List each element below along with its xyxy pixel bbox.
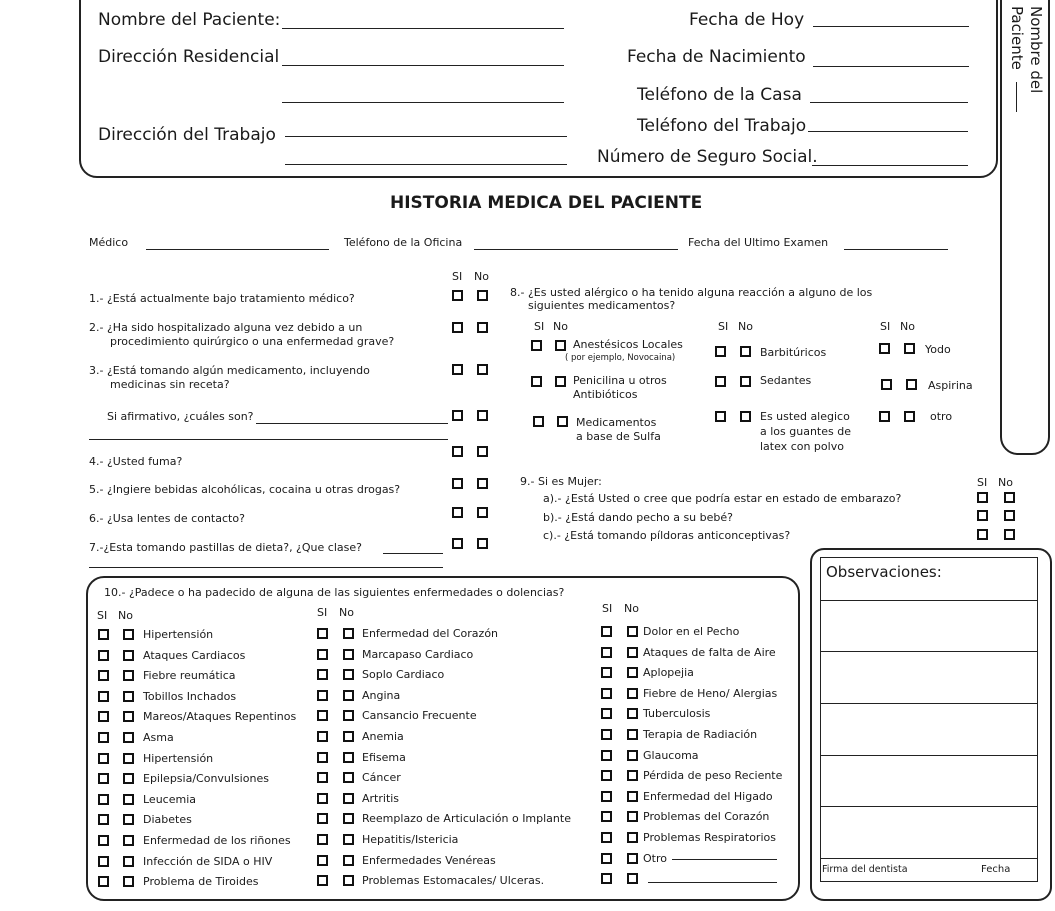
col1-condition-label: Asma xyxy=(143,731,174,744)
col2-yes-checkbox[interactable] xyxy=(317,813,328,824)
q5-label: 5.- ¿Ingiere bebidas alcohólicas, cocaina u otras drogas? xyxy=(89,483,401,496)
doctor-label: Médico xyxy=(89,236,129,249)
last-exam-field[interactable] xyxy=(844,249,948,250)
col3-condition-label: Problemas del Corazón xyxy=(643,810,770,823)
col3-no-checkbox[interactable] xyxy=(627,626,638,637)
q9b-label: b).- ¿Está dando pecho a su bebé? xyxy=(543,511,733,524)
last-exam-label: Fecha del Ultimo Examen xyxy=(688,236,829,249)
col2-yes-checkbox[interactable] xyxy=(317,855,328,866)
col1-no-checkbox[interactable] xyxy=(123,670,134,681)
dentist-signature-label: Firma del dentista xyxy=(822,864,908,875)
observations-title: Observaciones: xyxy=(826,563,942,581)
latex-yes-checkbox[interactable] xyxy=(715,411,726,422)
col3-condition-label: Fiebre de Heno/ Alergias xyxy=(643,687,778,700)
observations-line-5[interactable] xyxy=(820,806,1038,807)
q5-yes-checkbox[interactable] xyxy=(452,478,463,489)
col1-yes-checkbox[interactable] xyxy=(98,629,109,640)
today-date-field[interactable] xyxy=(813,26,969,27)
q1-no-checkbox[interactable] xyxy=(477,290,488,301)
col2-no-checkbox[interactable] xyxy=(343,710,354,721)
col2-condition-label: Cáncer xyxy=(362,771,401,784)
q9c-no-checkbox[interactable] xyxy=(1004,529,1015,540)
col3-yes-checkbox[interactable] xyxy=(601,811,612,822)
col2-condition-label: Enfermedades Venéreas xyxy=(362,854,496,867)
q7-field-2[interactable] xyxy=(89,567,443,568)
col3-yes-checkbox[interactable] xyxy=(601,853,612,864)
home-phone-field[interactable] xyxy=(810,102,968,103)
q5-no-checkbox[interactable] xyxy=(477,478,488,489)
q3-yes-checkbox[interactable] xyxy=(452,364,463,375)
work-address-field[interactable] xyxy=(285,136,567,137)
col3-yes-checkbox[interactable] xyxy=(601,791,612,802)
col3-condition-label: Pérdida de peso Reciente xyxy=(643,769,783,782)
col1-no-checkbox[interactable] xyxy=(123,629,134,640)
col3-no-checkbox[interactable] xyxy=(627,791,638,802)
col2-condition-label: Cansancio Frecuente xyxy=(362,709,477,722)
col3-no-header: No xyxy=(624,602,639,615)
col1-condition-label: Hipertensión xyxy=(143,628,214,641)
col2-condition-label: Hepatitis/Istericia xyxy=(362,833,459,846)
col2-condition-label: Soplo Cardiaco xyxy=(362,668,445,681)
q3-which-field[interactable] xyxy=(256,423,448,424)
aspirin-yes-checkbox[interactable] xyxy=(881,379,892,390)
observations-line-1[interactable] xyxy=(820,600,1038,601)
col2-no-checkbox[interactable] xyxy=(343,855,354,866)
col1-no-checkbox[interactable] xyxy=(123,876,134,887)
col3-condition-label: Terapia de Radiación xyxy=(643,728,758,741)
q9b-no-checkbox[interactable] xyxy=(1004,510,1015,521)
anesthetic-example-label: ( por ejemplo, Novocaina) xyxy=(565,353,676,363)
sulfa-yes-checkbox[interactable] xyxy=(533,416,544,427)
col3-yes-checkbox[interactable] xyxy=(601,750,612,761)
q8-yes-header-2: SI xyxy=(718,320,729,333)
ssn-field[interactable] xyxy=(812,165,968,166)
other-allergy-no-checkbox[interactable] xyxy=(904,411,915,422)
col2-yes-checkbox[interactable] xyxy=(317,752,328,763)
q3b-yes-checkbox[interactable] xyxy=(452,410,463,421)
barbiturates-label: Barbitúricos xyxy=(760,346,827,359)
sulfa-no-checkbox[interactable] xyxy=(557,416,568,427)
col1-yes-checkbox[interactable] xyxy=(98,650,109,661)
col3-yes-checkbox[interactable] xyxy=(601,873,612,884)
anesthetic-yes-checkbox[interactable] xyxy=(531,340,542,351)
side-tab-field[interactable] xyxy=(1016,82,1017,112)
office-phone-label: Teléfono de la Oficina xyxy=(344,236,463,249)
col1-no-checkbox[interactable] xyxy=(123,814,134,825)
col1-yes-checkbox[interactable] xyxy=(98,835,109,846)
q3b-no-checkbox[interactable] xyxy=(477,410,488,421)
barbiturates-no-checkbox[interactable] xyxy=(740,346,751,357)
q7-no-checkbox[interactable] xyxy=(477,538,488,549)
q8-no-header-1: No xyxy=(553,320,568,333)
work-phone-field[interactable] xyxy=(808,131,968,132)
no-header: No xyxy=(474,270,489,283)
col1-yes-checkbox[interactable] xyxy=(98,691,109,702)
q7-yes-checkbox[interactable] xyxy=(452,538,463,549)
col3-no-checkbox[interactable] xyxy=(627,750,638,761)
q8-yes-header-1: SI xyxy=(534,320,545,333)
observations-inner xyxy=(820,557,1038,882)
col2-condition-label: Anemia xyxy=(362,730,404,743)
q9-label: 9.- Si es Mujer: xyxy=(520,475,602,488)
latex-no-checkbox[interactable] xyxy=(740,411,751,422)
q1-yes-checkbox[interactable] xyxy=(452,290,463,301)
col2-no-checkbox[interactable] xyxy=(343,772,354,783)
col1-yes-checkbox[interactable] xyxy=(98,814,109,825)
q9-yes-header: SI xyxy=(977,476,988,489)
side-tab-line2: Paciente xyxy=(1008,6,1026,70)
aspirin-label: Aspirina xyxy=(928,379,973,392)
col3-condition-label: Otro xyxy=(643,852,667,865)
other-condition-field[interactable] xyxy=(672,859,777,860)
col3-yes-checkbox[interactable] xyxy=(601,647,612,658)
sulfa-label: Medicamentos xyxy=(576,416,657,429)
q3-no-checkbox[interactable] xyxy=(477,364,488,375)
col1-condition-label: Ataques Cardiacos xyxy=(143,649,246,662)
col1-condition-label: Mareos/Ataques Repentinos xyxy=(143,710,297,723)
home-address-field[interactable] xyxy=(282,65,564,66)
latex-label-2: a los guantes de xyxy=(760,425,851,438)
page-title: HISTORIA MEDICA DEL PACIENTE xyxy=(390,193,703,213)
office-phone-field[interactable] xyxy=(474,249,678,250)
col2-no-checkbox[interactable] xyxy=(343,834,354,845)
home-phone-label: Teléfono de la Casa xyxy=(637,85,802,105)
col1-condition-label: Fiebre reumática xyxy=(143,669,236,682)
col3-condition-label: Aplopejia xyxy=(643,666,694,679)
col3-condition-label: Glaucoma xyxy=(643,749,699,762)
col3-yes-header: SI xyxy=(602,602,613,615)
q9-no-header: No xyxy=(998,476,1013,489)
col1-no-checkbox[interactable] xyxy=(123,794,134,805)
iodine-yes-checkbox[interactable] xyxy=(879,343,890,354)
col2-no-checkbox[interactable] xyxy=(343,649,354,660)
col1-yes-checkbox[interactable] xyxy=(98,711,109,722)
anesthetic-no-checkbox[interactable] xyxy=(555,340,566,351)
col3-condition-label: Dolor en el Pecho xyxy=(643,625,740,638)
birth-date-label: Fecha de Nacimiento xyxy=(627,47,806,67)
iodine-label: Yodo xyxy=(925,343,951,356)
col2-condition-label: Reemplazo de Articulación o Implante xyxy=(362,812,571,825)
col1-yes-checkbox[interactable] xyxy=(98,732,109,743)
col2-yes-checkbox[interactable] xyxy=(317,834,328,845)
q1-label: 1.- ¿Está actualmente bajo tratamiento médico? xyxy=(89,292,355,305)
col1-no-checkbox[interactable] xyxy=(123,753,134,764)
col3-no-checkbox[interactable] xyxy=(627,853,638,864)
col3-no-checkbox[interactable] xyxy=(627,729,638,740)
col2-yes-checkbox[interactable] xyxy=(317,793,328,804)
col2-no-header: No xyxy=(339,606,354,619)
col2-no-checkbox[interactable] xyxy=(343,731,354,742)
col2-yes-checkbox[interactable] xyxy=(317,628,328,639)
col2-yes-checkbox[interactable] xyxy=(317,731,328,742)
col2-no-checkbox[interactable] xyxy=(343,628,354,639)
q8-no-header-2: No xyxy=(738,320,753,333)
col3-no-checkbox[interactable] xyxy=(627,832,638,843)
q4-label: 4.- ¿Usted fuma? xyxy=(89,455,183,468)
col1-yes-checkbox[interactable] xyxy=(98,753,109,764)
col2-yes-checkbox[interactable] xyxy=(317,669,328,680)
patient-name-field[interactable] xyxy=(282,28,564,29)
col2-no-checkbox[interactable] xyxy=(343,752,354,763)
q2-no-checkbox[interactable] xyxy=(477,322,488,333)
col1-no-checkbox[interactable] xyxy=(123,691,134,702)
penicillin-label: Penicilina u otros xyxy=(573,374,667,387)
col2-condition-label: Efisema xyxy=(362,751,406,764)
q8-label: 8.- ¿Es usted alérgico o ha tenido alguna reacción a alguno de los xyxy=(510,286,873,299)
col3-condition-label: Ataques de falta de Aire xyxy=(643,646,776,659)
q8-no-header-3: No xyxy=(900,320,915,333)
col1-yes-checkbox[interactable] xyxy=(98,773,109,784)
q2-label: 2.- ¿Ha sido hospitalizado alguna vez debido a un xyxy=(89,321,363,334)
col1-no-header: No xyxy=(118,609,133,622)
col3-yes-checkbox[interactable] xyxy=(601,667,612,678)
col2-yes-header: SI xyxy=(317,606,328,619)
observations-line-3[interactable] xyxy=(820,703,1038,704)
col3-no-checkbox[interactable] xyxy=(627,667,638,678)
col1-no-checkbox[interactable] xyxy=(123,732,134,743)
penicillin-label-2: Antibióticos xyxy=(573,388,638,401)
q9b-yes-checkbox[interactable] xyxy=(977,510,988,521)
q8-label-2: siguientes medicamentos? xyxy=(528,299,676,312)
q3c-yes-checkbox[interactable] xyxy=(452,446,463,457)
col1-yes-checkbox[interactable] xyxy=(98,856,109,867)
col2-condition-label: Problemas Estomacales/ Ulceras. xyxy=(362,874,545,887)
col1-no-checkbox[interactable] xyxy=(123,773,134,784)
q6-yes-checkbox[interactable] xyxy=(452,507,463,518)
signature-date-label: Fecha xyxy=(981,864,1011,875)
anesthetic-label: Anestésicos Locales xyxy=(573,338,683,351)
col3-no-checkbox[interactable] xyxy=(627,770,638,781)
col2-yes-checkbox[interactable] xyxy=(317,772,328,783)
col1-condition-label: Problema de Tiroides xyxy=(143,875,259,888)
col2-condition-label: Angina xyxy=(362,689,401,702)
ssn-label: Número de Seguro Social. xyxy=(597,147,818,167)
doctor-field[interactable] xyxy=(146,249,329,250)
work-address-field-2[interactable] xyxy=(285,164,567,165)
col3-no-checkbox[interactable] xyxy=(627,647,638,658)
col3-yes-checkbox[interactable] xyxy=(601,626,612,637)
col1-condition-label: Epilepsia/Convulsiones xyxy=(143,772,269,785)
other-allergy-yes-checkbox[interactable] xyxy=(879,411,890,422)
q6-label: 6.- ¿Usa lentes de contacto? xyxy=(89,512,245,525)
barbiturates-yes-checkbox[interactable] xyxy=(715,346,726,357)
observations-line-2[interactable] xyxy=(820,651,1038,652)
col1-no-checkbox[interactable] xyxy=(123,835,134,846)
col3-no-checkbox[interactable] xyxy=(627,811,638,822)
q9a-yes-checkbox[interactable] xyxy=(977,492,988,503)
col2-yes-checkbox[interactable] xyxy=(317,690,328,701)
col2-no-checkbox[interactable] xyxy=(343,875,354,886)
col3-condition-label: Problemas Respiratorios xyxy=(643,831,776,844)
col2-condition-label: Marcapaso Cardiaco xyxy=(362,648,474,661)
col1-condition-label: Diabetes xyxy=(143,813,192,826)
q2-label-2: procedimiento quirúrgico o una enfermedad grave? xyxy=(110,335,395,348)
col1-yes-checkbox[interactable] xyxy=(98,794,109,805)
penicillin-no-checkbox[interactable] xyxy=(555,376,566,387)
col2-no-checkbox[interactable] xyxy=(343,669,354,680)
col3-no-checkbox[interactable] xyxy=(627,688,638,699)
q3-label-2: medicinas sin receta? xyxy=(110,378,230,391)
sedatives-no-checkbox[interactable] xyxy=(740,376,751,387)
q6-no-checkbox[interactable] xyxy=(477,507,488,518)
q10-label: 10.- ¿Padece o ha padecido de alguna de las siguientes enfermedades o dolencias? xyxy=(104,586,565,599)
iodine-no-checkbox[interactable] xyxy=(904,343,915,354)
q9c-yes-checkbox[interactable] xyxy=(977,529,988,540)
side-tab-line1: Nombre del xyxy=(1027,6,1045,94)
penicillin-yes-checkbox[interactable] xyxy=(531,376,542,387)
col1-no-checkbox[interactable] xyxy=(123,711,134,722)
col2-yes-checkbox[interactable] xyxy=(317,875,328,886)
col3-condition-label: Enfermedad del Higado xyxy=(643,790,773,803)
col2-no-checkbox[interactable] xyxy=(343,793,354,804)
col1-yes-header: SI xyxy=(97,609,108,622)
today-date-label: Fecha de Hoy xyxy=(689,10,805,30)
col1-condition-label: Leucemia xyxy=(143,793,197,806)
birth-date-field[interactable] xyxy=(813,66,969,67)
other-condition-field-2[interactable] xyxy=(648,882,777,883)
sulfa-label-2: a base de Sulfa xyxy=(576,430,661,443)
col3-no-checkbox[interactable] xyxy=(627,873,638,884)
col1-no-checkbox[interactable] xyxy=(123,856,134,867)
q2-yes-checkbox[interactable] xyxy=(452,322,463,333)
q9c-label: c).- ¿Está tomando píldoras anticonceptivas? xyxy=(543,529,791,542)
yes-header: SI xyxy=(452,270,463,283)
observations-line-4[interactable] xyxy=(820,755,1038,756)
work-address-label: Dirección del Trabajo xyxy=(98,125,276,145)
col1-condition-label: Tobillos Inchados xyxy=(143,690,237,703)
col3-condition-label: Tuberculosis xyxy=(643,707,711,720)
sedatives-yes-checkbox[interactable] xyxy=(715,376,726,387)
q3-which-field-2[interactable] xyxy=(89,439,448,440)
work-phone-label: Teléfono del Trabajo xyxy=(637,116,807,136)
q9a-label: a).- ¿Está Usted o cree que podría estar en estado de embarazo? xyxy=(543,492,902,505)
col1-condition-label: Infección de SIDA o HIV xyxy=(143,855,273,868)
col1-no-checkbox[interactable] xyxy=(123,650,134,661)
q7-field[interactable] xyxy=(383,553,443,554)
patient-name-label: Nombre del Paciente: xyxy=(98,10,281,30)
col2-yes-checkbox[interactable] xyxy=(317,649,328,660)
col1-condition-label: Enfermedad de los riñones xyxy=(143,834,291,847)
latex-label-3: latex con polvo xyxy=(760,440,844,453)
q3c-no-checkbox[interactable] xyxy=(477,446,488,457)
latex-label: Es usted alegico xyxy=(760,410,850,423)
observations-line-6[interactable] xyxy=(820,858,1038,859)
col3-yes-checkbox[interactable] xyxy=(601,770,612,781)
home-address-field-2[interactable] xyxy=(282,102,564,103)
col1-yes-checkbox[interactable] xyxy=(98,670,109,681)
aspirin-no-checkbox[interactable] xyxy=(906,379,917,390)
other-allergy-label: otro xyxy=(930,410,953,423)
sedatives-label: Sedantes xyxy=(760,374,812,387)
q3-label: 3.- ¿Está tomando algún medicamento, incluyendo xyxy=(89,364,370,377)
col3-no-checkbox[interactable] xyxy=(627,708,638,719)
q8-yes-header-3: SI xyxy=(880,320,891,333)
q3-which-label: Si afirmativo, ¿cuáles son? xyxy=(107,410,254,423)
col2-yes-checkbox[interactable] xyxy=(317,710,328,721)
col3-yes-checkbox[interactable] xyxy=(601,688,612,699)
col3-yes-checkbox[interactable] xyxy=(601,832,612,843)
home-address-label: Dirección Residencial xyxy=(98,47,280,67)
col1-condition-label: Hipertensión xyxy=(143,752,214,765)
col2-no-checkbox[interactable] xyxy=(343,813,354,824)
col3-yes-checkbox[interactable] xyxy=(601,729,612,740)
col1-yes-checkbox[interactable] xyxy=(98,876,109,887)
col2-condition-label: Enfermedad del Corazón xyxy=(362,627,499,640)
col3-yes-checkbox[interactable] xyxy=(601,708,612,719)
q7-label: 7.-¿Esta tomando pastillas de dieta?, ¿Que clase? xyxy=(89,541,362,554)
col2-no-checkbox[interactable] xyxy=(343,690,354,701)
col2-condition-label: Artritis xyxy=(362,792,400,805)
q9a-no-checkbox[interactable] xyxy=(1004,492,1015,503)
